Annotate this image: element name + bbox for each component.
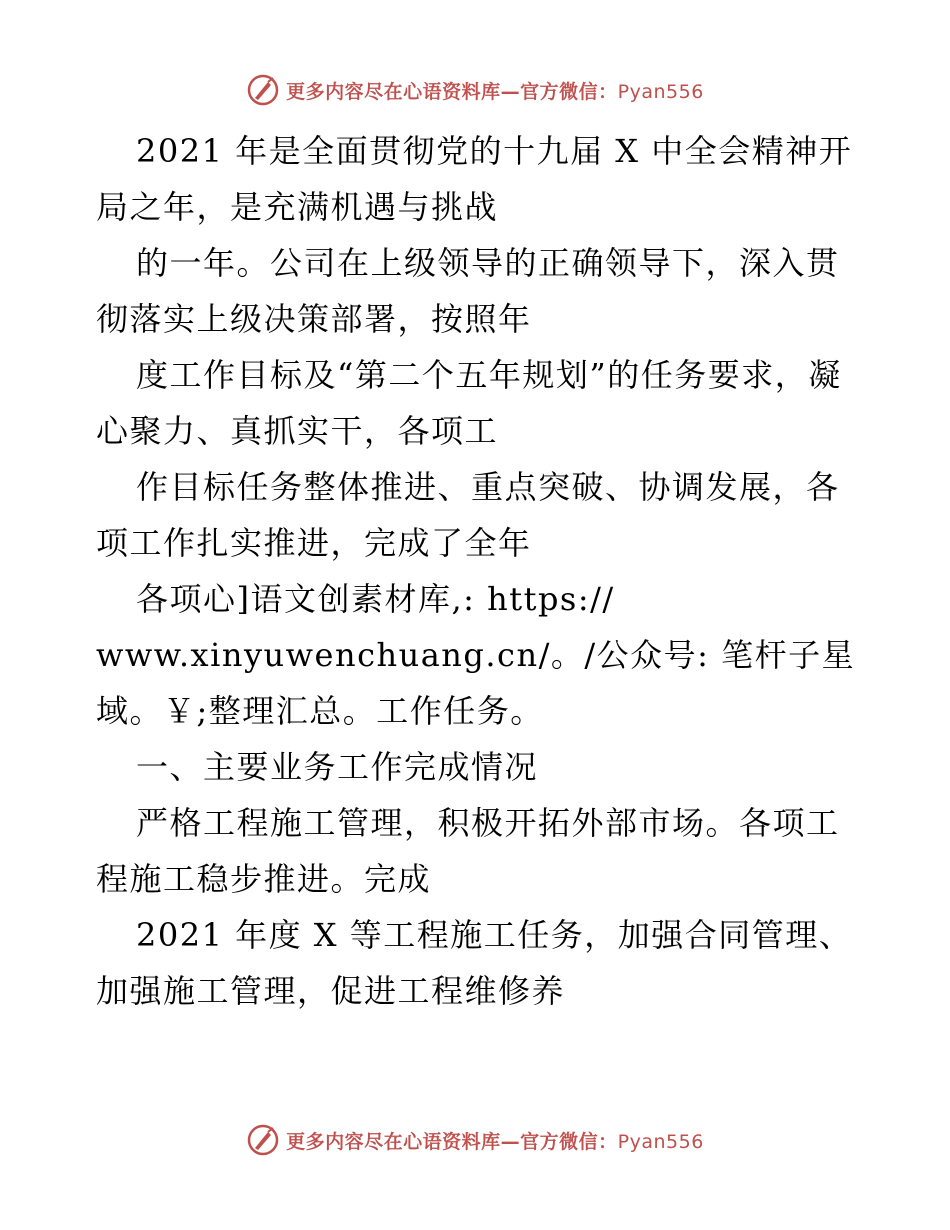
quill-seal-icon — [246, 1123, 280, 1157]
paragraph: 各项心]语文创素材库,: https:// — [136, 580, 615, 618]
paragraph: 的一年。公司在上级领导的正确领导下，深入贯彻落实上级决策部署，按照年 — [96, 244, 840, 338]
quill-seal-icon — [246, 73, 280, 107]
paragraph: www.xinyuwenchuang.cn/。/公众号: 笔杆子星域。￥;整理汇总。工作任务。 — [96, 636, 856, 730]
watermark-banner-top — [0, 70, 950, 110]
paragraph: 作目标任务整体推进、重点突破、协调发展，各项工作扎实推进，完成了全年 — [96, 468, 840, 562]
watermark-text — [286, 77, 704, 104]
watermark-text-cn: 更多内容尽在心语资料库—官方微信： — [286, 80, 618, 103]
paragraph: 2021 年度 X 等工程施工任务，加强合同管理、加强施工管理，促进工程维修养 — [96, 916, 853, 1010]
watermark-banner-bottom — [0, 1120, 950, 1160]
paragraph: 严格工程施工管理，积极开拓外部市场。各项工程施工稳步推进。完成 — [96, 804, 840, 898]
watermark-text-cn: 更多内容尽在心语资料库—官方微信： — [286, 1130, 618, 1153]
paragraph: 度工作目标及“第二个五年规划”的任务要求，凝心聚力、真抓实干，各项工 — [96, 356, 842, 450]
document-body — [96, 123, 856, 1019]
watermark-text — [286, 1127, 704, 1154]
watermark-wechat-id: Pyan556 — [617, 1130, 704, 1153]
paragraph: 2021 年是全面贯彻党的十九届 X 中全会精神开局之年，是充满机遇与挑战 — [96, 132, 853, 226]
watermark-wechat-id: Pyan556 — [617, 80, 704, 103]
section-heading: 一、主要业务工作完成情况 — [136, 748, 539, 786]
